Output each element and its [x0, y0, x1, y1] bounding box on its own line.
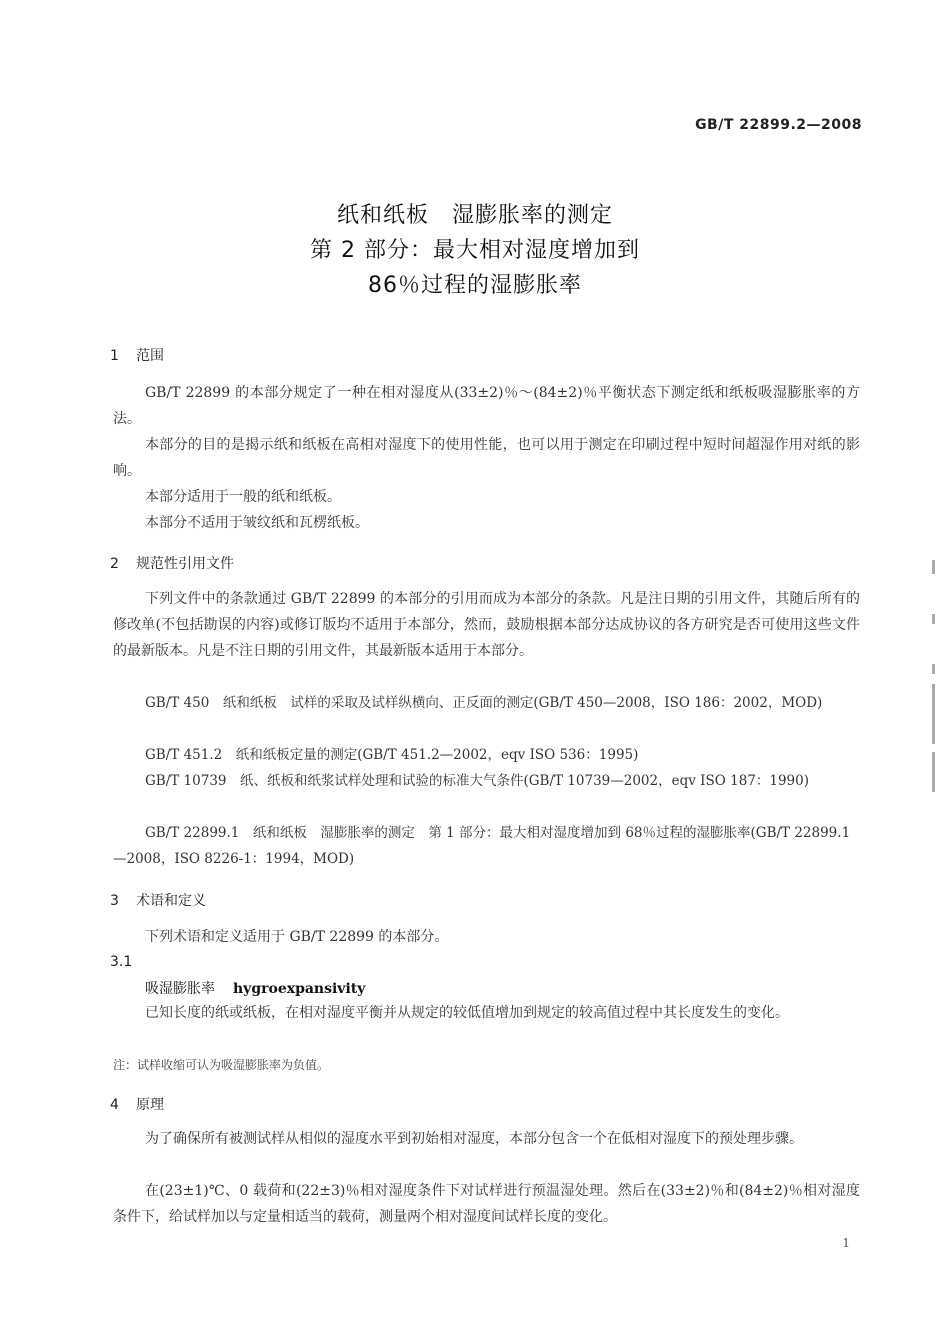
section-number: 1 [110, 348, 119, 364]
standard-number: GB/T 22899.2—2008 [695, 117, 862, 133]
normative-reference: GB/T 22899.1 纸和纸板 湿膨胀率的测定 第 1 部分：最大相对湿度增加到 68％过程的湿膨胀率(GB/T 22899.1—2008，ISO 8226-1：1994，MOD) [113, 825, 851, 867]
section-4-heading [110, 1094, 164, 1114]
term-note: 注：试样收缩可认为吸湿膨胀率为负值。 [113, 1058, 330, 1072]
section-1-paragraph: 本部分的目的是揭示纸和纸板在高相对湿度下的使用性能，也可以用于测定在印刷过程中短时间超湿作用对纸的影响。 [113, 437, 860, 479]
section-4-paragraph: 为了确保所有被测试样从相似的湿度水平到初始相对湿度，本部分包含一个在低相对湿度下的预处理步骤。 [145, 1131, 803, 1147]
term-entry [145, 978, 365, 998]
title-line-1: 纸和纸板 湿膨胀率的测定 [336, 203, 613, 228]
section-2-paragraph: 下列文件中的条款通过 GB/T 22899 的本部分的引用而成为本部分的条款。凡是注日期的引用文件，其随后所有的修改单(不包括勘误的内容)或修订版均不适用于本部分，然而，鼓励根据本部分达成协议的各方研究是否可使用这些文件的最新版本。凡是不注日期的引用文件，其最新版本适用于本部分。 [113, 591, 860, 659]
page-number: 1 [842, 1236, 850, 1250]
section-title: 范围 [136, 348, 164, 364]
title-line-3: 86％过程的湿膨胀率 [368, 273, 582, 298]
section-1-heading [110, 345, 164, 365]
section-3-paragraph: 下列术语和定义适用于 GB/T 22899 的本部分。 [145, 929, 449, 945]
scan-edge-marks [928, 560, 938, 830]
section-number: 4 [110, 1097, 119, 1113]
section-1-paragraph: 本部分不适用于皱纹纸和瓦楞纸板。 [145, 515, 369, 531]
section-number: 2 [110, 556, 119, 572]
section-4-paragraph: 在(23±1)℃、0 载荷和(22±3)％相对湿度条件下对试样进行预温湿处理。然后在(33±2)％和(84±2)％相对湿度条件下，给试样加以与定量相适当的载荷，测量两个相对湿度间试样长度的变化。 [113, 1183, 860, 1225]
section-1-paragraph: 本部分适用于一般的纸和纸板。 [145, 489, 341, 505]
term-chinese: 吸湿膨胀率 [145, 981, 215, 997]
section-1-paragraph: GB/T 22899 的本部分规定了一种在相对湿度从(33±2)％～(84±2)％平衡状态下测定纸和纸板吸湿膨胀率的方法。 [113, 385, 860, 427]
section-3-heading [110, 890, 206, 910]
normative-reference: GB/T 450 纸和纸板 试样的采取及试样纵横向、正反面的测定(GB/T 450—2008，ISO 186：2002，MOD) [145, 695, 823, 711]
term-definition: 已知长度的纸或纸板，在相对湿度平衡并从规定的较低值增加到规定的较高值过程中其长度发生的变化。 [145, 1005, 789, 1021]
section-title: 原理 [136, 1097, 164, 1113]
title-line-2: 第 2 部分：最大相对湿度增加到 [310, 238, 640, 263]
normative-reference: GB/T 10739 纸、纸板和纸浆试样处理和试验的标准大气条件(GB/T 10739—2002，eqv ISO 187：1990) [145, 773, 809, 789]
term-english: hygroexpansivity [233, 981, 366, 997]
section-title: 规范性引用文件 [136, 556, 234, 572]
section-2-heading [110, 553, 234, 573]
normative-reference: GB/T 451.2 纸和纸板定量的测定(GB/T 451.2—2002，eqv ISO 536：1995) [145, 747, 639, 763]
term-number: 3.1 [110, 954, 133, 970]
section-title: 术语和定义 [136, 893, 206, 909]
section-number: 3 [110, 893, 119, 909]
